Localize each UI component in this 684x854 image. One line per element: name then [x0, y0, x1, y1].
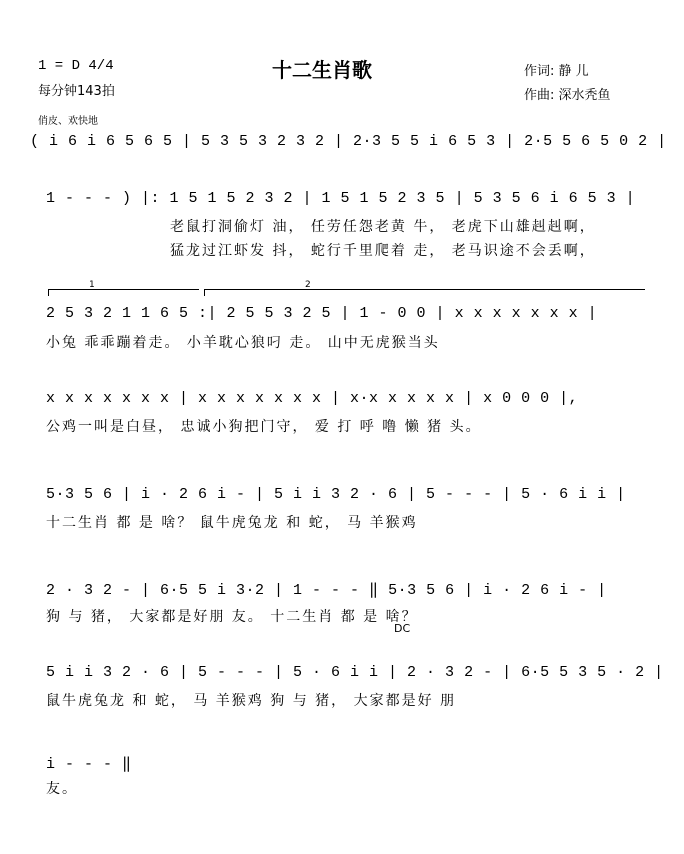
notation-row-4: x x x x x x x | x x x x x x x | x·x x x x x | x 0 0 0 |,: [46, 390, 579, 407]
notation-row-3: 2 5 3 2 1 1 6 5 :| 2 5 5 3 2 5 | 1 - 0 0 | x x x x x x x |: [46, 305, 598, 322]
notation-row-7: 5 i i 3 2 · 6 | 5 - - - | 5 · 6 i i | 2 · 3 2 - | 6·5 5 3 5 · 2 |: [46, 664, 664, 681]
dc-marking: DC: [394, 622, 411, 635]
style-marking: 俏皮、欢快地: [38, 116, 98, 127]
notation-row-5: 5·3 5 6 | i · 2 6 i - | 5 i i 3 2 · 6 | 5 - - - | 5 · 6 i i |: [46, 486, 626, 503]
notation-row-6: 2 · 3 2 - | 6·5 5 i 3·2 | 1 - - - ‖ 5·3 5 6 | i · 2 6 i - |: [46, 582, 607, 599]
composer-credit: 作曲: 深水秃鱼: [524, 88, 611, 103]
lyrics-row-4: 公鸡一叫是白昼， 忠诚小狗把门守， 爱 打 呼 噜 懒 猪 头。: [46, 419, 482, 435]
notation-row-8: i - - - ‖: [46, 756, 132, 773]
notation-row-2: 1 - - - ) |: 1 5 1 5 2 3 2 | 1 5 1 5 2 3 5 | 5 3 5 6 i 6 5 3 |: [46, 190, 636, 207]
lyricist-credit: 作词: 静 儿: [524, 64, 589, 79]
lyrics-row-7: 鼠牛虎兔龙 和 蛇， 马 羊猴鸡 狗 与 猪， 大家都是好 朋: [46, 693, 457, 709]
tempo-text: 每分钟143拍: [38, 84, 115, 99]
lyrics-row-3: 小兔 乖乖蹦着走。 小羊耽心狼叼 走。 山中无虎猴当头: [46, 335, 440, 351]
volta-2: 2: [204, 289, 645, 296]
song-title: 十二生肖歌: [272, 58, 372, 82]
lyrics-row-2-verse-2: 猛龙过江虾发 抖， 蛇行千里爬着 走， 老马识途不会丢啊，: [170, 243, 596, 259]
lyrics-row-8: 友。: [46, 781, 78, 797]
volta-1: 1: [48, 289, 199, 296]
lyrics-row-6: 狗 与 猪， 大家都是好朋 友。 十二生肖 都 是 啥？: [46, 609, 418, 625]
key-signature: 1 = D 4/4: [38, 58, 114, 74]
lyrics-row-5: 十二生肖 都 是 啥？ 鼠牛虎兔龙 和 蛇， 马 羊猴鸡: [46, 515, 418, 531]
lyrics-row-2-verse-1: 老鼠打洞偷灯 油， 任劳任怨老黄 牛， 老虎下山雄赳赳啊，: [170, 219, 596, 235]
notation-row-1: ( i 6 i 6 5 6 5 | 5 3 5 3 2 3 2 | 2·3 5 5 i 6 5 3 | 2·5 5 6 5 0 2 |: [30, 133, 667, 150]
